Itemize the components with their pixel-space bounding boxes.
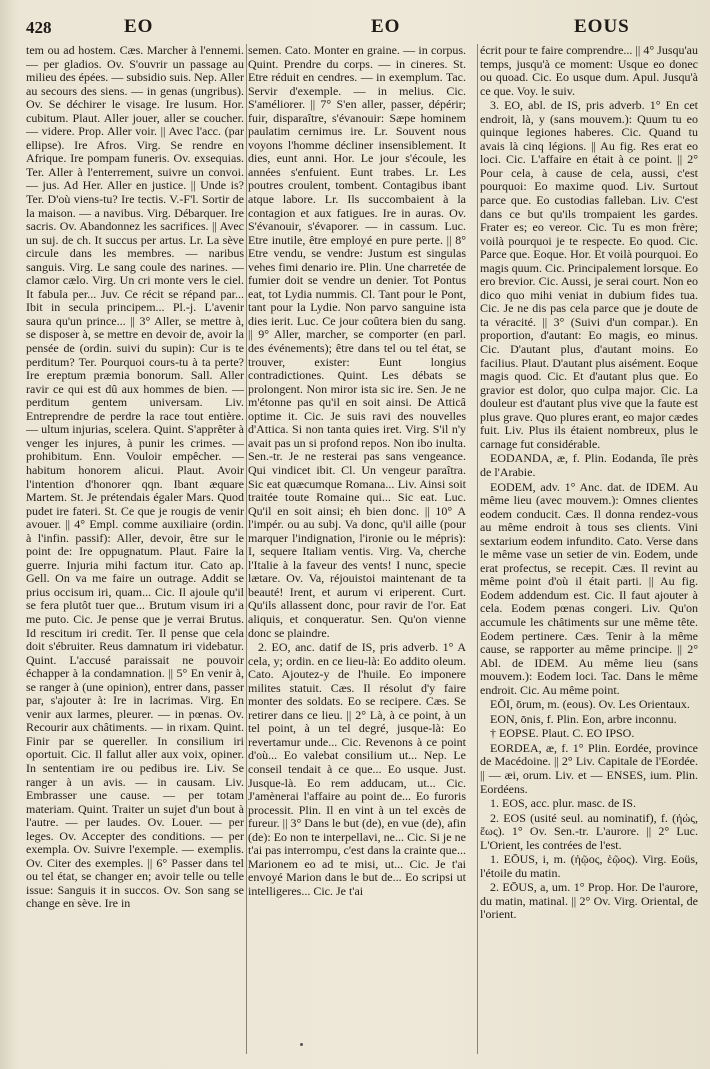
page-number: 428 — [26, 18, 52, 37]
running-header — [26, 12, 696, 38]
page-speck — [300, 1043, 303, 1046]
entry-eoi: EŌI, ōrum, m. (eous). Ov. Les Orientaux. — [490, 697, 690, 712]
entry-eopse: † EOPSE. Plaut. C. EO IPSO. — [490, 726, 635, 741]
entry-paragraph: tem ou ad hostem. Cæs. Marcher à l'ennemi. — per gladios. Ov. S'ouvrir un passage au milieu des épées. — subsidio suis. Nep. Aller au secours des siens. — in genas (ungribus). Ov. Se déchirer le visage. Ire lusum. Hor. cubitum. Plaut. Aller jouer, aller se coucher. — videre. Prop. Aller voir. || Avec l'acc. (par ellipse). Ire Afros. Virg. Se rendre en Afrique. Ire pompam funeris. Ov. exsequias. Ter. Aller à l'enterrement, suivre un convoi. — jus. Ad Her. Aller en justice. || Unde is? Ter. D'où viens-tu? Ire tectis. V.-F'l. Sortir de la maison. — a navibus. Virg. Débarquer. Ire sacris. Ov. Abandonnez les sacrifices. || Avec un suj. de ch. It succus per artus. Lr. La sève circule dans les membres. — naribus sanguis. Virg. Le sang coule des narines. — clamor cælo. Virg. Un cri monte vers le ciel. It fabula per... Juv. Ce récit se répand par... Ibit in secula principem... Pl.-j. L'avenir saura qu'un prince... || 3° Aller, se mettre à, se disposer à, se mettre en devoir de, avoir la pensée de (ordin. suivi du supin): Cur is te perditum? Ter. Pourquoi cours-tu à ta perte? Ire ereptum præmia bonorum. Sall. Aller ravir ce qui est dû aux hommes de bien. — perditum gentem universam. Liv. Entreprendre de perdre la race tout entière. — ultum injurias, scelera. Quint. S'apprêter à venger les injures, à punir les crimes. — prohibitum. Enn. Vouloir empêcher. — habitum honorem alicui. Plaut. Avoir l'intention d'honorer qqn. Ibant æquare Martem. St. Je prétendais égaler Mars. Quod pudet ire fateri. St. Ce que je rougis de venir avouer. || 4° Empl. comme auxiliaire (ordin. à l'infin. passif): Aller, devoir, être sur le point de: Ire oppugnatum. Plaut. Faire la guerre. Injuria mihi factum itur. Cato ap. Gell. On va me faire un outrage. Addit se prius occisum iri, quam... Cic. Il ajoule qu'il se fera plutôt tuer que... Brutum visum iri a me puto. Cic. Je pense que je verrai Brutus. Id rescitum iri credit. Ter. Il pense que cela doit s'ébruiter. Reus damnatum iri videbatur. Quint. L'accusé paraissait ne pouvoir échapper à la condamnation. || 5° En venir à, se ranger à (une opinion), entrer dans, passer par, s'ajouter à: Ire in lacrimas. Virg. En venir aux larmes, pleurer. — in pœnas. Ov. Recourir aux châtiments. — in rixam. Quint. Finir par se quereller. In consilium iri oportuit. Cic. Il fallut aller aux voix, opiner. In sententiam ire ou pedibus ire. Liv. Se ranger à un avis. — in causam. Liv. Embrasser une cause. — per totam materiam. Quint. Traiter un sujet d'un bout à l'autre. — per laudes. Ov. Louer. — per leges. Ov. Accepter des conditions. — per exempla. Ov. Suivre l'exemple. — exemplis. Ov. Citer des exemples. || 6° Passer dans tel ou tel état, se changer en; avoir telle ou telle issue: Sanguis it in succos. Ov. Son sang se change en sève. Ire in — [26, 44, 244, 911]
entry-eos-1: 1. EOS, acc. plur. masc. de IS. — [490, 796, 636, 811]
entry-paragraph: semen. Cato. Monter en graine. — in corpus. Quint. Prendre du corps. — in cineres. St. Etre réduit en cendres. — in exemplum. Tac. Servir d'exemple. — in melius. Cic. S'améliorer. || 7° S'en aller, passer, dépérir; fuir, disparaître, s'évanouir: Sæpe hominem paulatim cernimus ire. Lr. Souvent nous voyons l'homme décliner insensiblement. It dies, eunt anni. Hor. Le jour s'écoule, les années s'enfuient. Eunt trabes. Lr. Les poutres croulent, tombent. Contagibus ibant atque labore. Lr. Ils succombaient à la contagion et aux fatigues. Ire in auras. Ov. S'évanouir, s'évaporer. — in cassum. Luc. Etre inutile, être employé en pure perte. || 8° Etre vendu, se vendre: Justum est singulas vehes fimi denario ire. Plin. Une charretée de fumier doit se vendre un denier. Tot Pontus eat, tot Lydia nummis. Cl. Tant pour le Pont, tant pour la Lydie. Non parvo sanguine ista dies ierit. Luc. Ce jour coûtera bien du sang. || 9° Aller, marcher, se comporter (en parl. des événements); être dans tel ou tel état, se trouver, exister: Eunt longius contradictiones. Quint. Les débats se prolongent. Non miror ista sic ire. Sen. Je ne m'étonne pas qu'il en soit ainsi. De Atticâ optime it. Cic. Je suis ravi des nouvelles d'Attica. Si non tanta quies iret. Virg. S'il n'y avait pas un si profond repos. Non ibo inulta. Sen.-tr. Je ne resterai pas sans vengeance. Qui vindicet ibit. Cl. Un vengeur paraîtra. Sic eat quæcumque Romana... Liv. Ainsi soit traitée toute Romaine qui... Sic eat. Luc. Qu'il en soit ainsi; eh bien donc. || 10° A l'impér. ou au subj. Va donc, qu'il aille (pour marquer l'indignation, l'ironie ou le mépris): I, sequere Italiam ventis. Virg. Va, cherche l'Italie à la faveur des vents! I nunc, specie lætare. Ov. Va, réjouistoi maintenant de ta beauté! Irent, et aurum vi eriperent. Curt. Qu'ils allassent donc, pour ravir de l'or. Eat aliquis, et conqueratur. Sen. Qu'on vienne donc se plaindre. — [248, 44, 466, 640]
entry-eous-1: 1. EŌUS, i, m. (ἠῷος, ἑῷος). Virg. Eoüs, l'étoile du matin. — [480, 852, 698, 880]
entry-eon: EON, ōnis, f. Plin. Eon, arbre inconnu. — [490, 711, 677, 726]
column-right — [480, 44, 698, 1054]
entry-eodem: EODEM, adv. 1° Anc. dat. de IDEM. Au même lieu (avec mouvem.): Omnes clientes eodem conducit. Cæs. Il donna rendez-vous au même endroit à tous ses clients. Vini sextarium eodem infundito. Cato. Verse dans le même vase un setier de vin. Eodem, unde erat profectus, se recepit. Cæs. Il revint au même point d'où il était parti. || Au fig. Eodem addendum est. Cic. Il faut ajouter à cela. Eodem pœnas congeri. Liv. Qu'on accumule les châtiments sur une même tête. Eodem pertinere. Cæs. Tenir à la même cause, se rapporter au même principe. || 2° Abl. de IDEM. Au même lieu (sans mouvem.): Eodem loci. Tac. Dans le même endroit. Cic. Au même point. — [480, 479, 698, 697]
column-left — [26, 44, 244, 1054]
entry-eordea: EORDEA, æ, f. 1° Plin. Eordée, province de Macédoine. || 2° Liv. Capitale de l'Eordée. || — æi, orum. Liv. et — ENSES, ium. Plin. Eordéens. — [480, 740, 698, 796]
entry-eo-3: 3. EO, abl. de IS, pris adverb. 1° En cet endroit, là, y (sans mouvem.): Quum tu eo quinque legiones haberes. Cic. Quand tu avais là cinq légions. || Au fig. Res erat eo loci. Cic. L'affaire en était à ce point. || 2° Pour cela, à cause de cela, aussi, c'est pourquoi: Eo maxime quod. Liv. Surtout parce que. Eo custodias falleban. Liv. C'est dans ce but qu'ils trompaient les gardes. Frater es; eo vereor. Cic. Tu es mon frère; voilà pourquoi je te respecte. Eo quod. Cic. Parce que. Eoque. Hor. Et voilà pourquoi. Eo magis quum. Cic. Principalement lorsque. Eo ero brevior. Cic. Aussi, je serai court. Non eo dico quo mihi veniat in dubium fides tua. Cic. Je ne dis pas cela parce que je doute de ta véracité. || 3° (Suivi d'un compar.). En proportion, d'autant: Eo magis, eo minus. Cic. D'autant plus, d'autant moins. Eo facilius. Plaut. D'autant plus aisément. Eoque magis quod. Cic. Et d'autant plus que. Eo gravior est dolor, quo culpa major. Cic. La douleur est d'autant plus vive que la faute est plus grave. Quo plures erant, eo major cædes fuit. Liv. Plus ils étaient nombreux, plus le carnage fut considérable. — [480, 98, 698, 451]
column-middle — [248, 44, 466, 1054]
header-left-word: EO — [124, 16, 154, 37]
header-right-word: EOUS — [574, 16, 630, 37]
header-center-word: EO — [371, 16, 401, 37]
text-columns — [26, 44, 700, 1054]
entry-eodanda: EODANDA, æ, f. Plin. Eodanda, île près de l'Arabie. — [480, 451, 698, 479]
column-divider — [477, 44, 478, 1054]
entry-eos-2: 2. EOS (usité seul. au nominatif), f. (ἠώς, ἕως). 1° Ov. Sen.-tr. L'aurore. || 2° Luc. L'Orient, les contrées de l'est. — [480, 810, 698, 852]
entry-paragraph: écrit pour te faire comprendre... || 4° Jusqu'au temps, jusqu'à ce moment: Usque eo donec ou quoad. Cic. Eo usque dum. Apul. Jusqu'à ce que. Voy. le suiv. — [480, 44, 698, 98]
entry-eo-2: 2. EO, anc. datif de IS, pris adverb. 1° A cela, y; ordin. en ce lieu-là: Eo addito oleum. Cato. Ajoutez-y de l'huile. Eo imponere milites statuit. Cæs. Il résolut d'y faire monter des soldats. Eo se recipere. Cæs. Se retirer dans ce lieu. || 2° Là, à ce point, à un tel point, à un tel degré, jusque-là: Eo revertamur unde... Cic. Revenons à ce point d'où... Eo valebat consilium ut... Nep. Le conseil tendait à ce que... Eo usque. Just. Jusque-là. Eo rem adducam, ut... Cic. J'amènerai l'affaire au point de... Eo furoris processit. Plin. Il en vint à un tel excès de fureur. || 3° Dans le but (de), en vue (de), afin (de): Eo non te interpellavi, ne... Cic. Si je ne t'ai pas interrompu, c'est dans la crainte que... Marionem eo ad te misi, ut... Cic. Je t'ai envoyé Marion dans le but de... Eo scripsi ut intelligeres... Cic. Je t'ai — [248, 640, 466, 898]
column-divider — [246, 44, 247, 1054]
entry-eous-2: 2. EŌUS, a, um. 1° Prop. Hor. De l'aurore, du matin, matinal. || 2° Ov. Virg. Oriental, de l'orient. — [480, 880, 698, 922]
